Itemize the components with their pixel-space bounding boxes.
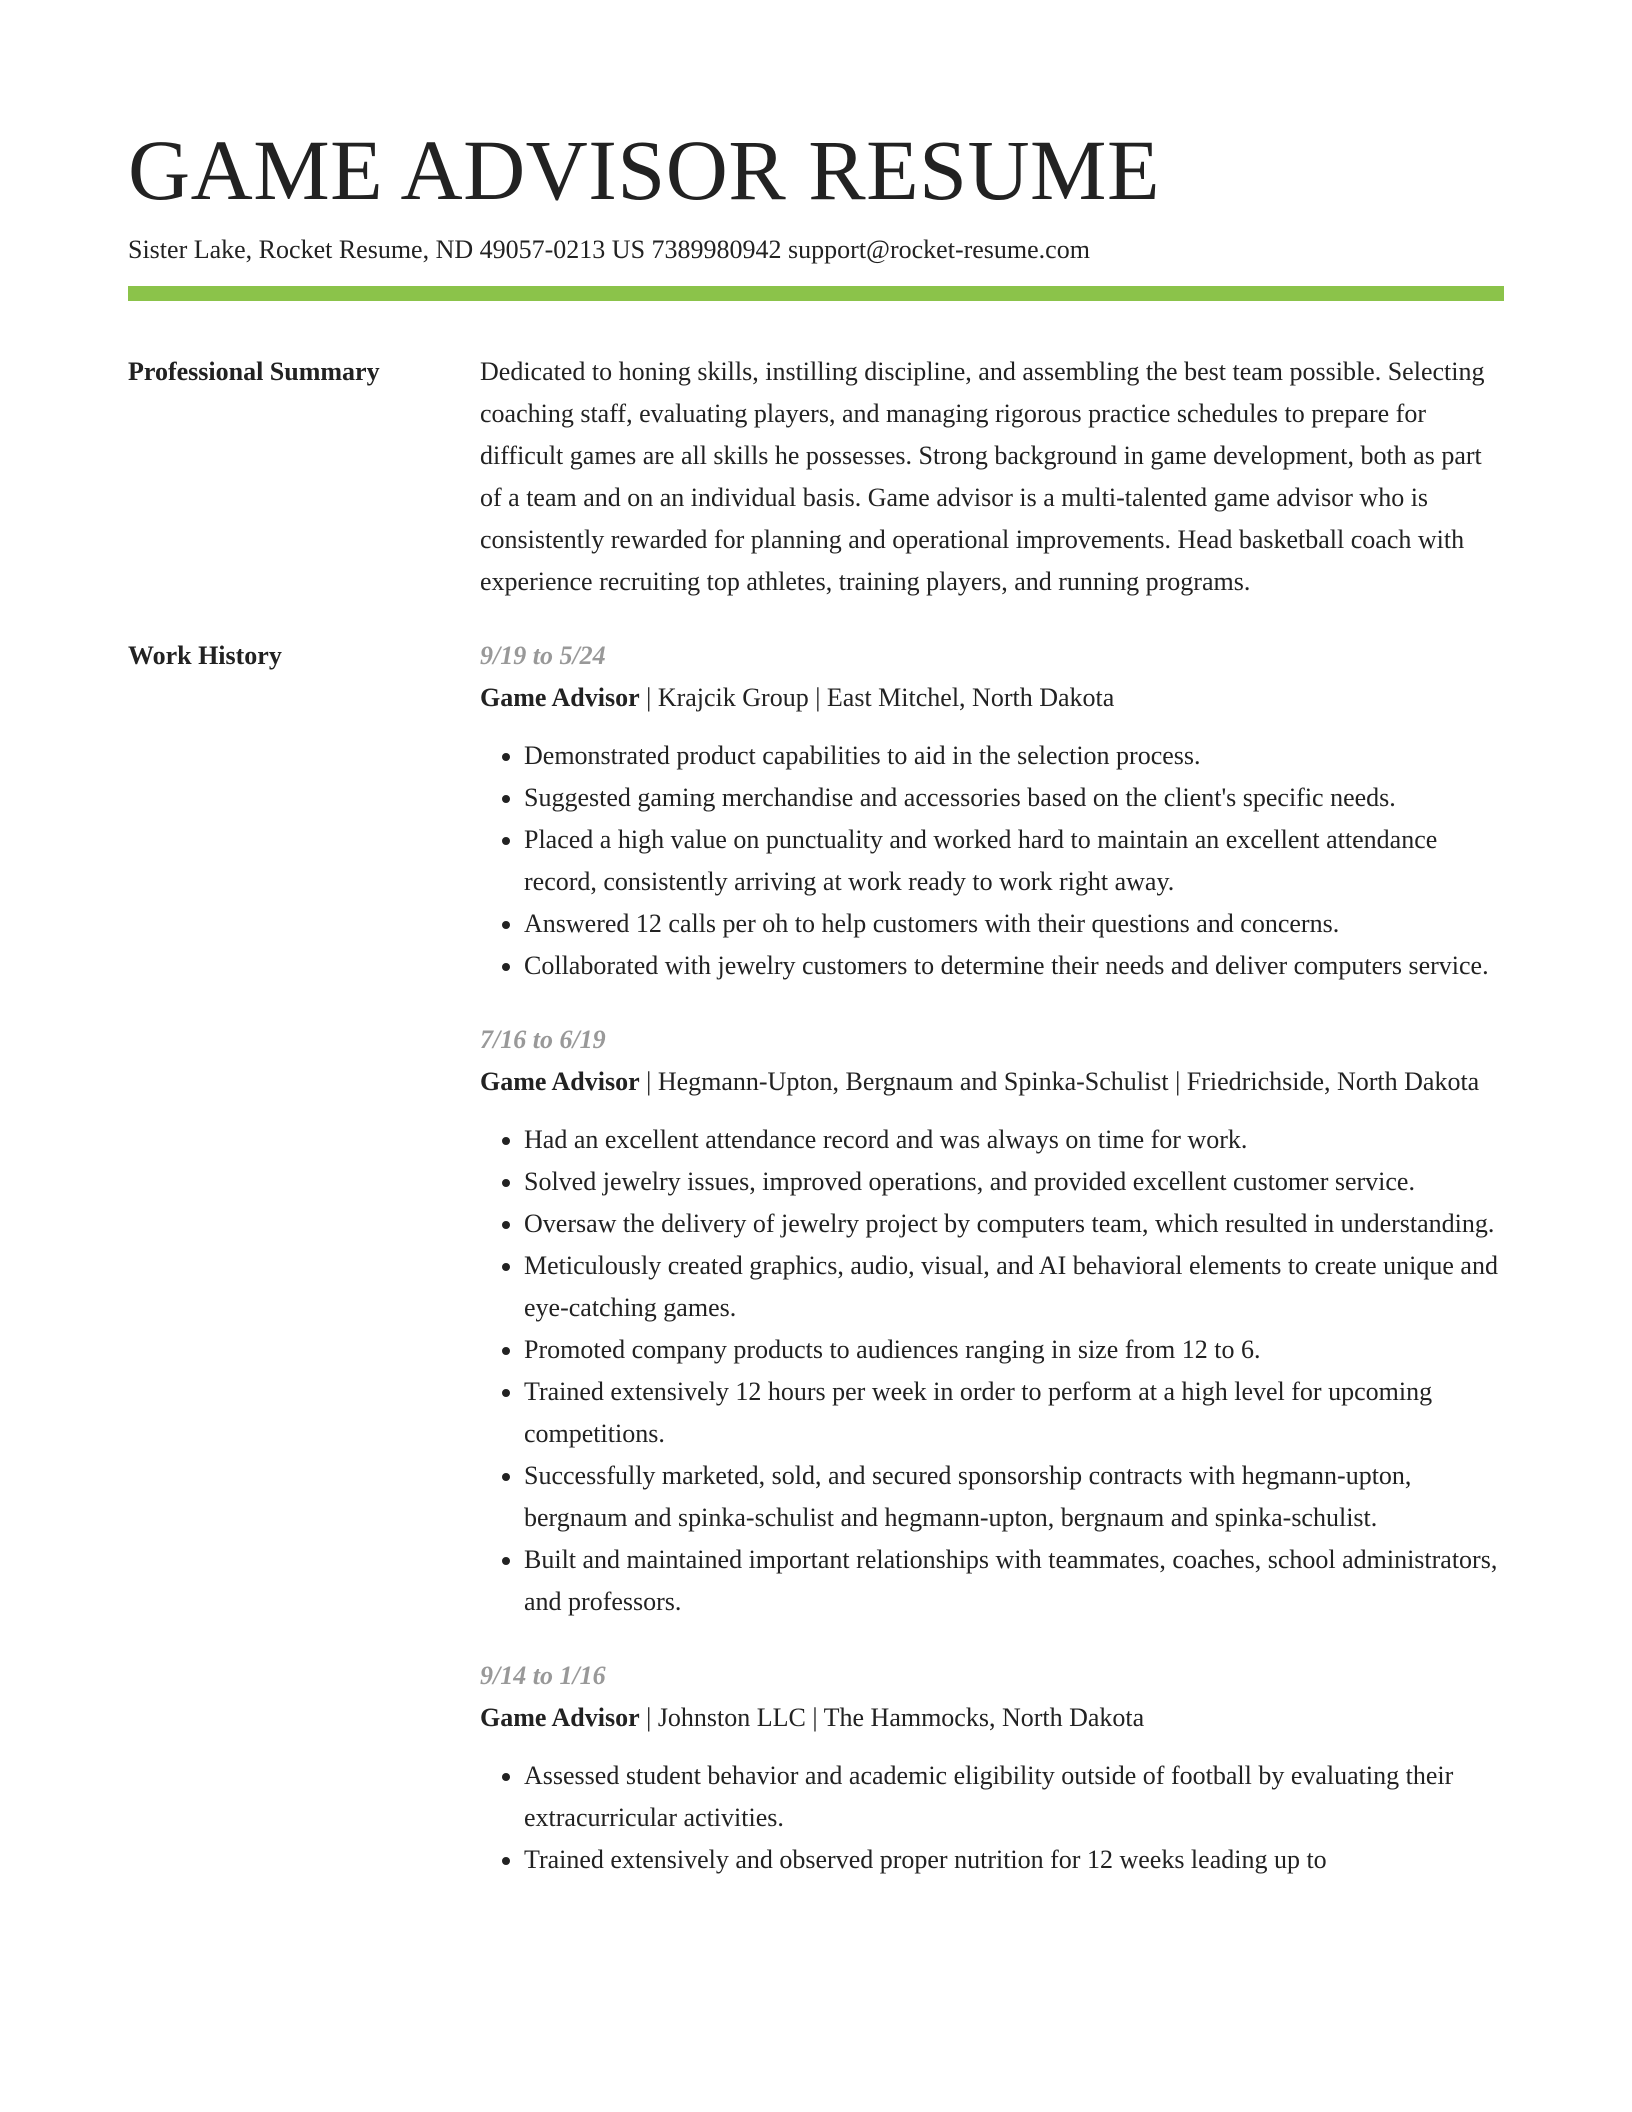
job-title: Game Advisor bbox=[480, 1703, 640, 1732]
resume-title: GAME ADVISOR RESUME bbox=[128, 122, 1161, 218]
job-bullet-list bbox=[480, 735, 1504, 987]
job-dates: 7/16 to 6/19 bbox=[480, 1025, 606, 1054]
job-bullet: • Placed a high value on punctuality and worked hard to maintain an excellent attendance record, consistently arriving at work ready to work right away. bbox=[524, 819, 1504, 903]
section-heading-summary: Professional Summary bbox=[128, 357, 380, 386]
section-heading-work-history: Work History bbox=[128, 641, 282, 670]
job-bullet: • Trained extensively and observed proper nutrition for 12 weeks leading up to bbox=[524, 1839, 1504, 1881]
job-bullet: • Had an excellent attendance record and was always on time for work. bbox=[524, 1119, 1504, 1161]
job-title: Game Advisor bbox=[480, 683, 640, 712]
job-bullet-list bbox=[480, 1119, 1504, 1623]
job-bullet: • Demonstrated product capabilities to aid in the selection process. bbox=[524, 735, 1504, 777]
summary-section bbox=[128, 351, 1504, 603]
job-bullet: • Successfully marketed, sold, and secured sponsorship contracts with hegmann-upton, bergnaum and spinka-schulist and hegmann-upton, bergnaum and spinka-schulist. bbox=[524, 1455, 1504, 1539]
work-history-body bbox=[480, 635, 1504, 1913]
job-employer-location: | Johnston LLC | The Hammocks, North Dakota bbox=[639, 1703, 1145, 1732]
job-bullet: • Promoted company products to audiences ranging in size from 12 to 6. bbox=[524, 1329, 1504, 1371]
job-entry bbox=[480, 1655, 1504, 1881]
job-employer-location: | Krajcik Group | East Mitchel, North Dakota bbox=[639, 683, 1115, 712]
job-bullet: • Answered 12 calls per oh to help customers with their questions and concerns. bbox=[524, 903, 1504, 945]
job-heading bbox=[480, 677, 1504, 719]
job-bullet: • Oversaw the delivery of jewelry project by computers team, which resulted in understanding. bbox=[524, 1203, 1504, 1245]
job-bullet: • Suggested gaming merchandise and accessories based on the client's specific needs. bbox=[524, 777, 1504, 819]
summary-body bbox=[480, 351, 1504, 603]
resume-page bbox=[128, 118, 1504, 1913]
job-heading bbox=[480, 1061, 1504, 1103]
work-history-section bbox=[128, 635, 1504, 1913]
job-title: Game Advisor bbox=[480, 1067, 640, 1096]
job-dates: 9/19 to 5/24 bbox=[480, 641, 606, 670]
job-bullet: • Assessed student behavior and academic eligibility outside of football by evaluating their extracurricular activities. bbox=[524, 1755, 1504, 1839]
summary-paragraph: Dedicated to honing skills, instilling discipline, and assembling the best team possible. Selecting coaching staff, evaluating players, and managing rigorous practice schedules to prepare for difficult games are all skills he possesses. Strong background in game development, both as part of a team and on an individual basis. Game advisor is a multi-talented game advisor who is consistently rewarded for planning and operational improvements. Head basketball coach with experience recruiting top athletes, training players, and running programs. bbox=[480, 357, 1485, 596]
job-heading bbox=[480, 1697, 1504, 1739]
contact-line: Sister Lake, Rocket Resume, ND 49057-0213 US 7389980942 support@rocket-resume.com bbox=[128, 235, 1090, 264]
job-bullet: • Built and maintained important relationships with teammates, coaches, school administrators, and professors. bbox=[524, 1539, 1504, 1623]
job-bullet: • Collaborated with jewelry customers to determine their needs and deliver computers service. bbox=[524, 945, 1504, 987]
job-bullet: • Solved jewelry issues, improved operations, and provided excellent customer service. bbox=[524, 1161, 1504, 1203]
job-dates: 9/14 to 1/16 bbox=[480, 1661, 606, 1690]
accent-divider bbox=[128, 286, 1504, 301]
job-entry bbox=[480, 1019, 1504, 1623]
job-bullet: • Meticulously created graphics, audio, visual, and AI behavioral elements to create unique and eye-catching games. bbox=[524, 1245, 1504, 1329]
job-bullet-list bbox=[480, 1755, 1504, 1881]
job-bullet: • Trained extensively 12 hours per week in order to perform at a high level for upcoming competitions. bbox=[524, 1371, 1504, 1455]
job-employer-location: | Hegmann-Upton, Bergnaum and Spinka-Schulist | Friedrichside, North Dakota bbox=[639, 1067, 1480, 1096]
job-entry bbox=[480, 635, 1504, 987]
